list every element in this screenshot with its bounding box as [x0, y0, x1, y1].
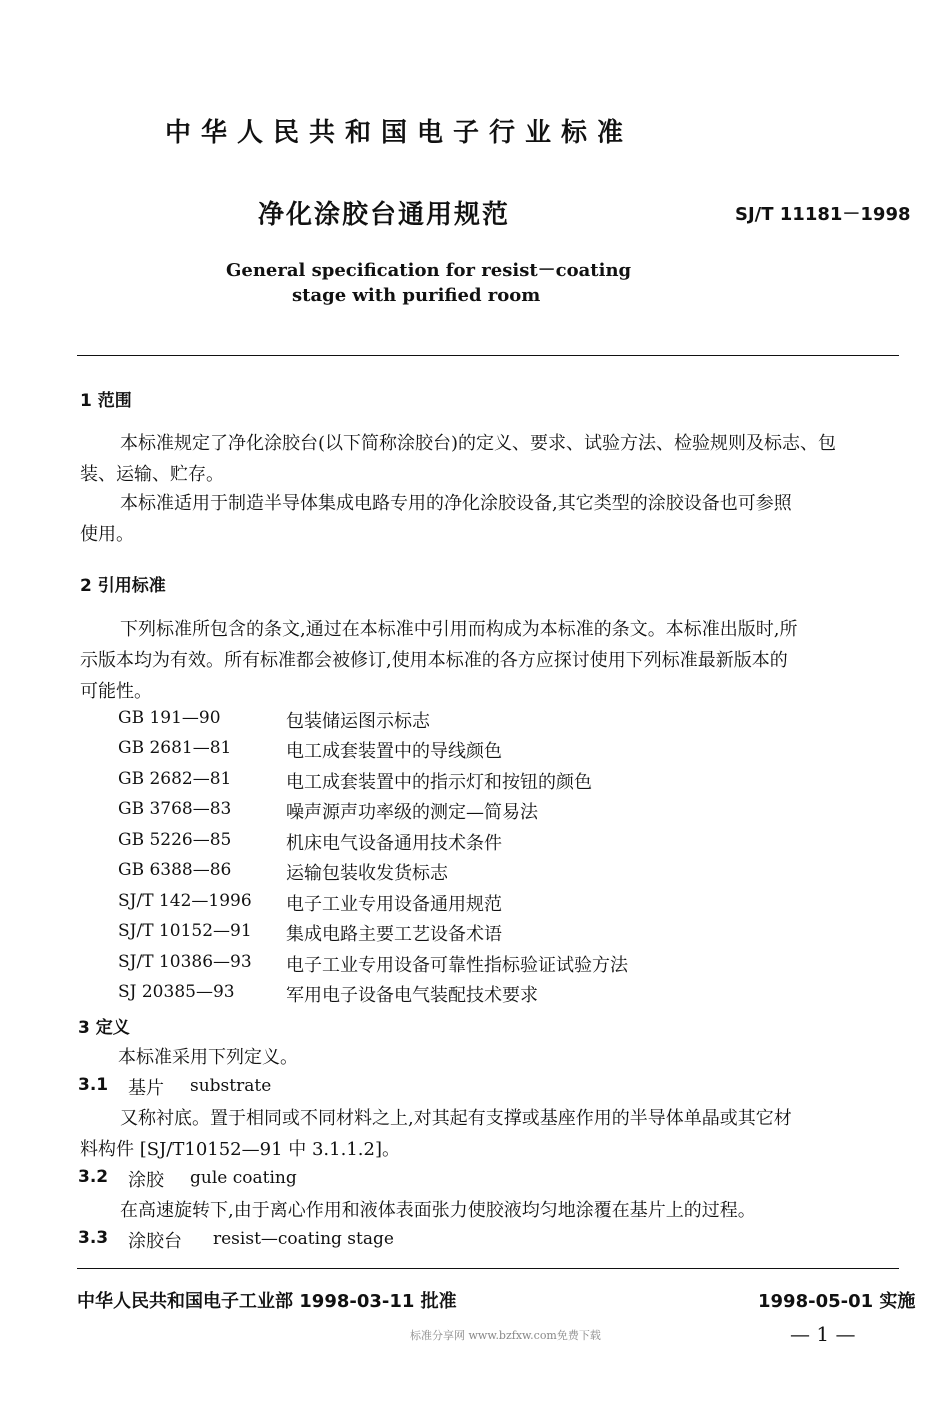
clause-3-1-term-zh: 基片 — [128, 1078, 164, 1099]
reference-title: 噪声源声功率级的测定—简易法 — [286, 802, 538, 823]
paragraph-line: 又称衬底。置于相同或不同材料之上,对其起有支撑或基座作用的半导体单晶或其它材 — [120, 1108, 792, 1129]
paragraph-line: 装、运输、贮存。 — [80, 464, 224, 485]
clause-3-1-definition — [80, 1103, 900, 1165]
reference-code: GB 5226—85 — [118, 830, 232, 850]
section-1-paragraph-2 — [80, 488, 900, 550]
reference-title: 电工成套装置中的导线颜色 — [286, 741, 502, 762]
section-1-heading: 1 范围 — [80, 391, 132, 411]
paragraph-line: 下列标准所包含的条文,通过在本标准中引用而构成为本标准的条文。本标准出版时,所 — [120, 619, 798, 640]
reference-title: 包装储运图示标志 — [286, 711, 430, 732]
header-divider — [77, 355, 899, 356]
clause-3-1-number: 3.1 — [78, 1075, 109, 1095]
section-1-paragraph-1 — [80, 428, 900, 490]
reference-code: SJ 20385—93 — [118, 982, 235, 1002]
reference-title: 电工成套装置中的指示灯和按钮的颜色 — [286, 772, 592, 793]
paragraph-line: 本标准规定了净化涂胶台(以下简称涂胶台)的定义、要求、试验方法、检验规则及标志、包 — [120, 433, 837, 454]
section-3-heading: 3 定义 — [78, 1018, 130, 1038]
clause-3-1-term-en: substrate — [190, 1076, 272, 1096]
standard-code: SJ/T 11181－1998 — [735, 204, 911, 225]
reference-code: SJ/T 142—1996 — [118, 891, 252, 911]
document-title-en-line2: stage with purified room — [292, 285, 541, 306]
reference-title: 运输包装收发货标志 — [286, 863, 448, 884]
implementation-date: 1998-05-01 实施 — [758, 1291, 916, 1312]
reference-code: GB 191—90 — [118, 708, 221, 728]
section-3-intro: 本标准采用下列定义。 — [118, 1047, 298, 1068]
reference-title: 电子工业专用设备通用规范 — [286, 894, 502, 915]
reference-title: 机床电气设备通用技术条件 — [286, 833, 502, 854]
reference-code: GB 6388—86 — [118, 860, 232, 880]
paragraph-line: 示版本均为有效。所有标准都会被修订,使用本标准的各方应探讨使用下列标准最新版本的 — [80, 650, 788, 671]
paragraph-line: 可能性。 — [80, 681, 152, 702]
watermark: 标准分享网 www.bzfxw.com免费下载 — [410, 1329, 601, 1342]
section-2-paragraph — [80, 614, 900, 707]
reference-code: GB 2681—81 — [118, 738, 232, 758]
paragraph-line: 本标准适用于制造半导体集成电路专用的净化涂胶设备,其它类型的涂胶设备也可参照 — [120, 493, 792, 514]
reference-code: GB 3768—83 — [118, 799, 232, 819]
clause-3-2-number: 3.2 — [78, 1167, 109, 1187]
section-2-heading: 2 引用标准 — [80, 576, 166, 596]
paragraph-line: 使用。 — [80, 524, 134, 545]
reference-code: SJ/T 10152—91 — [118, 921, 252, 941]
page-number: — 1 — — [790, 1322, 856, 1346]
document-title-en-line1: General specification for resist－coating — [226, 260, 632, 281]
clause-3-3-term-en: resist—coating stage — [213, 1229, 394, 1249]
reference-code: GB 2682—81 — [118, 769, 232, 789]
standard-body-title: 中华人民共和国电子行业标准 — [165, 118, 634, 148]
clause-3-3-number: 3.3 — [78, 1228, 109, 1248]
reference-code: SJ/T 10386—93 — [118, 952, 252, 972]
reference-title: 集成电路主要工艺设备术语 — [286, 924, 502, 945]
approval-line: 中华人民共和国电子工业部 1998-03-11 批准 — [77, 1291, 457, 1312]
clause-3-2-term-zh: 涂胶 — [128, 1170, 164, 1191]
paragraph-line: 料构件 [SJ/T10152—91 中 3.1.1.2]。 — [80, 1139, 400, 1160]
reference-title: 电子工业专用设备可靠性指标验证试验方法 — [286, 955, 628, 976]
clause-3-2-definition: 在高速旋转下,由于离心作用和液体表面张力使胶液均匀地涂覆在基片上的过程。 — [120, 1200, 756, 1221]
document-title-zh: 净化涂胶台通用规范 — [258, 200, 511, 230]
clause-3-3-term-zh: 涂胶台 — [128, 1231, 182, 1252]
clause-3-2-term-en: gule coating — [190, 1168, 297, 1188]
reference-title: 军用电子设备电气装配技术要求 — [286, 985, 538, 1006]
footer-divider — [77, 1268, 899, 1269]
